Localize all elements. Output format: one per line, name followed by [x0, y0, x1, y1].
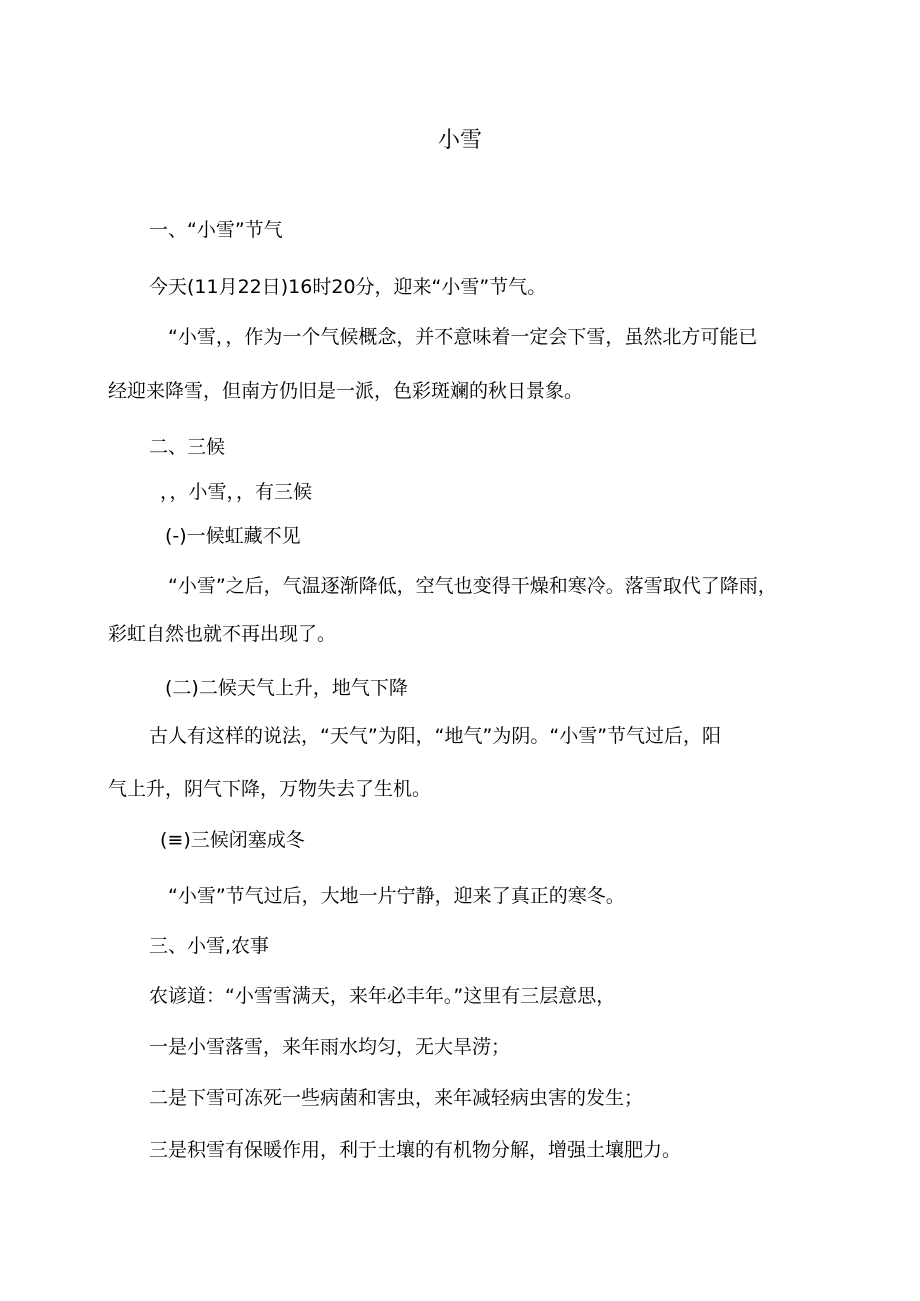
- paragraph: 二是下雪可冻死一些病菌和害虫，来年减轻病虫害的发生；: [149, 1087, 644, 1109]
- paragraph: ，，小雪，，有三候: [160, 481, 313, 503]
- paragraph: 农谚道：“小雪雪满天，来年必丰年。”这里有三层意思，: [149, 985, 616, 1007]
- paragraph: “小雪”节气过后，大地一片宁静，迎来了真正的寒冬。: [168, 885, 625, 907]
- paragraph: “小雪，，作为一个气候概念，并不意味着一定会下雪，虽然北方可能已: [168, 326, 758, 348]
- paragraph: 一是小雪落雪，来年雨水均匀，无大旱涝；: [149, 1036, 511, 1058]
- paragraph: 气上升，阴气下降，万物失去了生机。: [108, 778, 432, 800]
- section-heading-1: 一、“小雪”节气: [149, 219, 283, 241]
- subheading: (-)一候虹藏不见: [165, 525, 301, 547]
- paragraph: 今天(11月22日)16时20分，迎来“小雪”节气。: [149, 276, 547, 298]
- section-heading-3: 三、小雪,农事: [149, 935, 270, 957]
- paragraph: 三是积雪有保暖作用，利于土壤的有机物分解，增强土壤肥力。: [149, 1139, 682, 1161]
- paragraph: 彩虹自然也就不再出现了。: [108, 623, 337, 645]
- subheading: (≡)三候闭塞成冬: [160, 829, 305, 851]
- paragraph: “小雪”之后，气温逐渐降低，空气也变得干燥和寒冷。落雪取代了降雨，: [168, 575, 777, 597]
- subheading: (二)二候天气上升，地气下降: [165, 677, 408, 699]
- paragraph: 经迎来降雪，但南方仍旧是一派，色彩斑斓的秋日景象。: [108, 380, 584, 402]
- paragraph: 古人有这样的说法，“天气”为阳，“地气”为阴。“小雪”节气过后，阳: [149, 725, 722, 747]
- page-title: 小雪: [437, 128, 482, 153]
- section-heading-2: 二、三候: [149, 436, 226, 458]
